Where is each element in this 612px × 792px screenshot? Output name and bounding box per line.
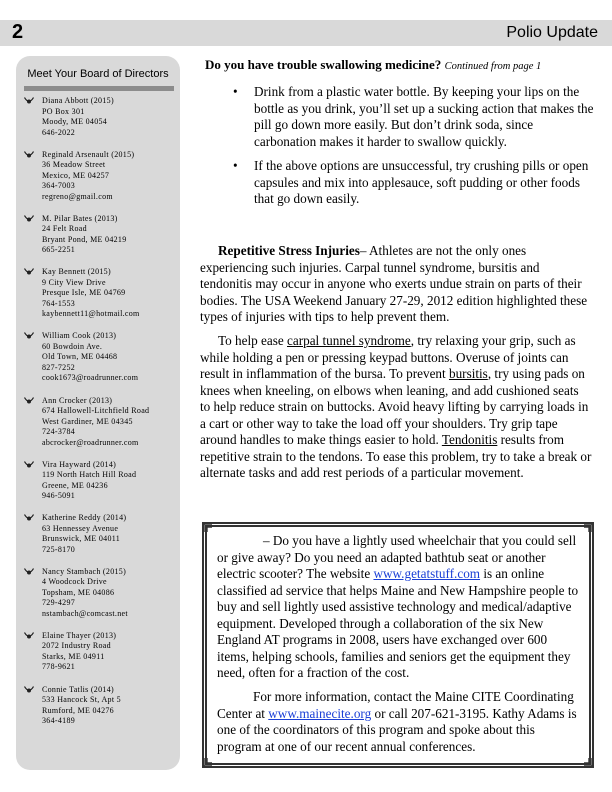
fleur-bullet-icon bbox=[24, 96, 34, 106]
director-contact-line: 364-7003 bbox=[42, 181, 76, 191]
corner-ornament-icon bbox=[203, 523, 213, 533]
director-contact-line: 674 Hallowell-Litchfield Road bbox=[42, 406, 150, 415]
tips-text: To help ease bbox=[218, 333, 288, 348]
tendonitis-term: Tendonitis bbox=[441, 432, 498, 447]
director-contact-line: Presque Isle, ME 04769 bbox=[42, 288, 126, 298]
director-name: William Cook (2013) bbox=[42, 331, 117, 341]
bullet-text: If the above options are unsuccessful, try crushing pills or open capsules and mix into applesauce, soft pudding or other foods that go down easily. bbox=[254, 158, 589, 206]
box-text: – Do you have a lightly used wheelchair that you could sell or give away? Do you need an adapted bathtub seat or another electric scooter? The website bbox=[217, 533, 577, 581]
bullet-text: Drink from a plastic water bottle. By keeping your lips on the bottle as you drink, you’ll set up a sucking action that makes the pill go down more easily. But don’t drink soda, since carbonation makes it harder to swallow quickly. bbox=[254, 84, 594, 149]
bullet-dot: • bbox=[233, 158, 238, 173]
director-name: Reginald Arsenault (2015) bbox=[42, 149, 135, 159]
tips-text: , try relaxing your grip, such as while holding a pen or pressing keypad buttons. Overuse of joints can result in inflammation of the bursa. To prevent bbox=[200, 333, 576, 381]
director-contact-line: Moody, ME 04054 bbox=[42, 117, 108, 126]
fleur-bullet-icon bbox=[24, 267, 34, 277]
continued-note: Continued from page 1 bbox=[444, 61, 542, 72]
tips-text: results from repetitive strain to the tendons. To ease this problem, try to take a break or alternate tasks and add rest periods of a particular movement. bbox=[200, 432, 592, 480]
rsi-text: – Athletes are not the only ones experiencing such injuries. Carpal tunnel syndrome, bursitis and tendonitis may occur in anyone who exerts undue strain on parts of their bodies. The USA Weekend January 27-29, 2012 edition highlighted these types of injuries with tips to help prevent them. bbox=[200, 243, 588, 324]
director-contact-line: 724-3784 bbox=[42, 427, 76, 436]
director-details bbox=[42, 396, 149, 449]
fleur-bullet-icon bbox=[24, 631, 34, 641]
sidebar-title: Meet Your Board of Directors bbox=[27, 68, 169, 80]
page-header bbox=[0, 20, 612, 46]
director-contact-line: 725-8170 bbox=[42, 544, 76, 554]
director-name: Elaine Thayer (2013) bbox=[42, 630, 117, 640]
director-contact-line: Starks, ME 04911 bbox=[42, 651, 105, 661]
director-contact-line: 364-4189 bbox=[42, 716, 76, 725]
sidebar-divider bbox=[24, 86, 174, 91]
director-contact-line: 119 North Hatch Hill Road bbox=[42, 470, 137, 480]
getatstuff-link[interactable]: www.getatstuff.com bbox=[373, 566, 481, 581]
fleur-bullet-icon bbox=[24, 396, 34, 406]
director-contact-line: 646-2022 bbox=[42, 127, 76, 137]
box-paragraph-2 bbox=[217, 689, 581, 755]
director-contact-line: Brunswick, ME 04011 bbox=[42, 534, 121, 544]
director-contact-line: Topsham, ME 04086 bbox=[42, 587, 115, 597]
director-contact-line: Rumford, ME 04276 bbox=[42, 705, 114, 715]
director-contact-line: abcrocker@roadrunner.com bbox=[42, 437, 139, 447]
mainecite-link[interactable]: www.mainecite.org bbox=[268, 705, 372, 721]
fleur-bullet-icon bbox=[24, 685, 34, 695]
director-contact-line: 764-1553 bbox=[42, 298, 76, 308]
fleur-bullet-icon bbox=[24, 460, 34, 470]
director-contact-line: 665-2251 bbox=[42, 245, 76, 255]
article-title: Do you have trouble swallowing medicine? bbox=[205, 57, 442, 72]
director-contact-line: 63 Hennessey Avenue bbox=[42, 523, 119, 533]
corner-ornament-icon bbox=[583, 757, 593, 767]
director-details bbox=[42, 460, 136, 502]
director-contact-line: 827-7252 bbox=[42, 362, 76, 372]
fleur-bullet-icon bbox=[24, 214, 34, 224]
director-contact-line: 2072 Industry Road bbox=[42, 641, 111, 651]
director-name: Nancy Stambach (2015) bbox=[42, 566, 127, 576]
director-details bbox=[42, 96, 114, 138]
director-name: Katherine Reddy (2014) bbox=[42, 513, 127, 523]
box-text: or call 207-621-3195. Kathy Adams is one of the coordinators of this program and spoke about this program at one of our recent annual conferences. bbox=[217, 705, 577, 754]
director-contact-line: 60 Bowdoin Ave. bbox=[42, 341, 103, 351]
director-details bbox=[42, 331, 138, 384]
carpal-term: carpal tunnel syndrome bbox=[287, 333, 411, 348]
bullet-dot: • bbox=[233, 84, 238, 99]
tips-paragraph bbox=[200, 333, 592, 482]
director-contact-line: nstambach@comcast.net bbox=[42, 608, 128, 618]
rsi-title: Repetitive Stress Injuries bbox=[218, 243, 360, 258]
director-name: Diana Abbott (2015) bbox=[42, 96, 114, 105]
newsletter-title: Polio Update bbox=[506, 24, 598, 41]
article-heading bbox=[205, 57, 541, 73]
director-contact-line: PO Box 301 bbox=[42, 106, 85, 116]
director-contact-line: 4 Woodcock Drive bbox=[42, 577, 107, 587]
director-details bbox=[42, 150, 134, 203]
director-contact-line: Mexico, ME 04257 bbox=[42, 170, 110, 180]
rsi-paragraph bbox=[200, 243, 592, 326]
getatstuff-box bbox=[202, 522, 594, 768]
director-details bbox=[42, 567, 128, 620]
corner-ornament-icon bbox=[203, 757, 213, 767]
director-details bbox=[42, 685, 121, 727]
director-contact-line: 36 Meadow Street bbox=[42, 160, 106, 170]
director-contact-line: 729-4297 bbox=[42, 598, 76, 608]
director-details bbox=[42, 513, 126, 555]
director-contact-line: 946-5091 bbox=[42, 491, 76, 501]
director-name: M. Pilar Bates (2013) bbox=[42, 213, 118, 223]
box-text: For more information, contact the Maine CITE Coordinating Center at bbox=[217, 689, 574, 721]
fleur-bullet-icon bbox=[24, 513, 34, 523]
director-name: Vira Hayward (2014) bbox=[42, 459, 117, 469]
director-details bbox=[42, 267, 140, 320]
tips-text: , try using pads on knees when kneeling, on elbows when leaning, and add cushioned seats to help reduce strain on buttocks. Avoid heavy lifting by carrying loads in a cart or other way to take the load off your shoulders. Try grip tape around handles to make things easier to hold. bbox=[200, 366, 589, 447]
page-number: 2 bbox=[12, 21, 24, 43]
director-contact-line: Bryant Pond, ME 04219 bbox=[42, 234, 127, 244]
fleur-bullet-icon bbox=[24, 150, 34, 160]
director-contact-line: 533 Hancock St, Apt 5 bbox=[42, 695, 121, 704]
director-contact-line: Greene, ME 04236 bbox=[42, 480, 108, 490]
fleur-bullet-icon bbox=[24, 567, 34, 577]
director-contact-line: 9 City View Drive bbox=[42, 277, 106, 287]
director-contact-line: Old Town, ME 04468 bbox=[42, 352, 118, 362]
director-contact-line: 24 Felt Road bbox=[42, 224, 87, 234]
director-contact-line: cook1673@roadrunner.com bbox=[42, 373, 139, 383]
director-contact-line: 778-9621 bbox=[42, 662, 76, 672]
director-contact-line: regreno@gmail.com bbox=[42, 191, 113, 201]
board-of-directors-sidebar bbox=[16, 56, 180, 770]
director-name: Connie Tatlis (2014) bbox=[42, 684, 114, 694]
director-details bbox=[42, 631, 116, 673]
director-contact-line: kaybennett11@hotmail.com bbox=[42, 309, 140, 319]
fleur-bullet-icon bbox=[24, 331, 34, 341]
director-details bbox=[42, 214, 127, 256]
director-name: Ann Crocker (2013) bbox=[42, 395, 113, 405]
box-paragraph-1 bbox=[217, 533, 581, 682]
director-name: Kay Bennett (2015) bbox=[42, 267, 111, 277]
box-text: is an online classified ad service that helps Maine and New Hampshire people to buy and sell lightly used assistive technology and medical/adaptive equipment. Developed through a collaboration of the six New England AT programs in 2008, users have exchanged over 600 items, helping schools, families and seniors get the equipment they need, often for a fraction of the cost. bbox=[217, 566, 579, 680]
corner-ornament-icon bbox=[583, 523, 593, 533]
director-contact-line: West Gardiner, ME 04345 bbox=[42, 416, 133, 426]
bursitis-term: bursitis bbox=[448, 366, 488, 381]
